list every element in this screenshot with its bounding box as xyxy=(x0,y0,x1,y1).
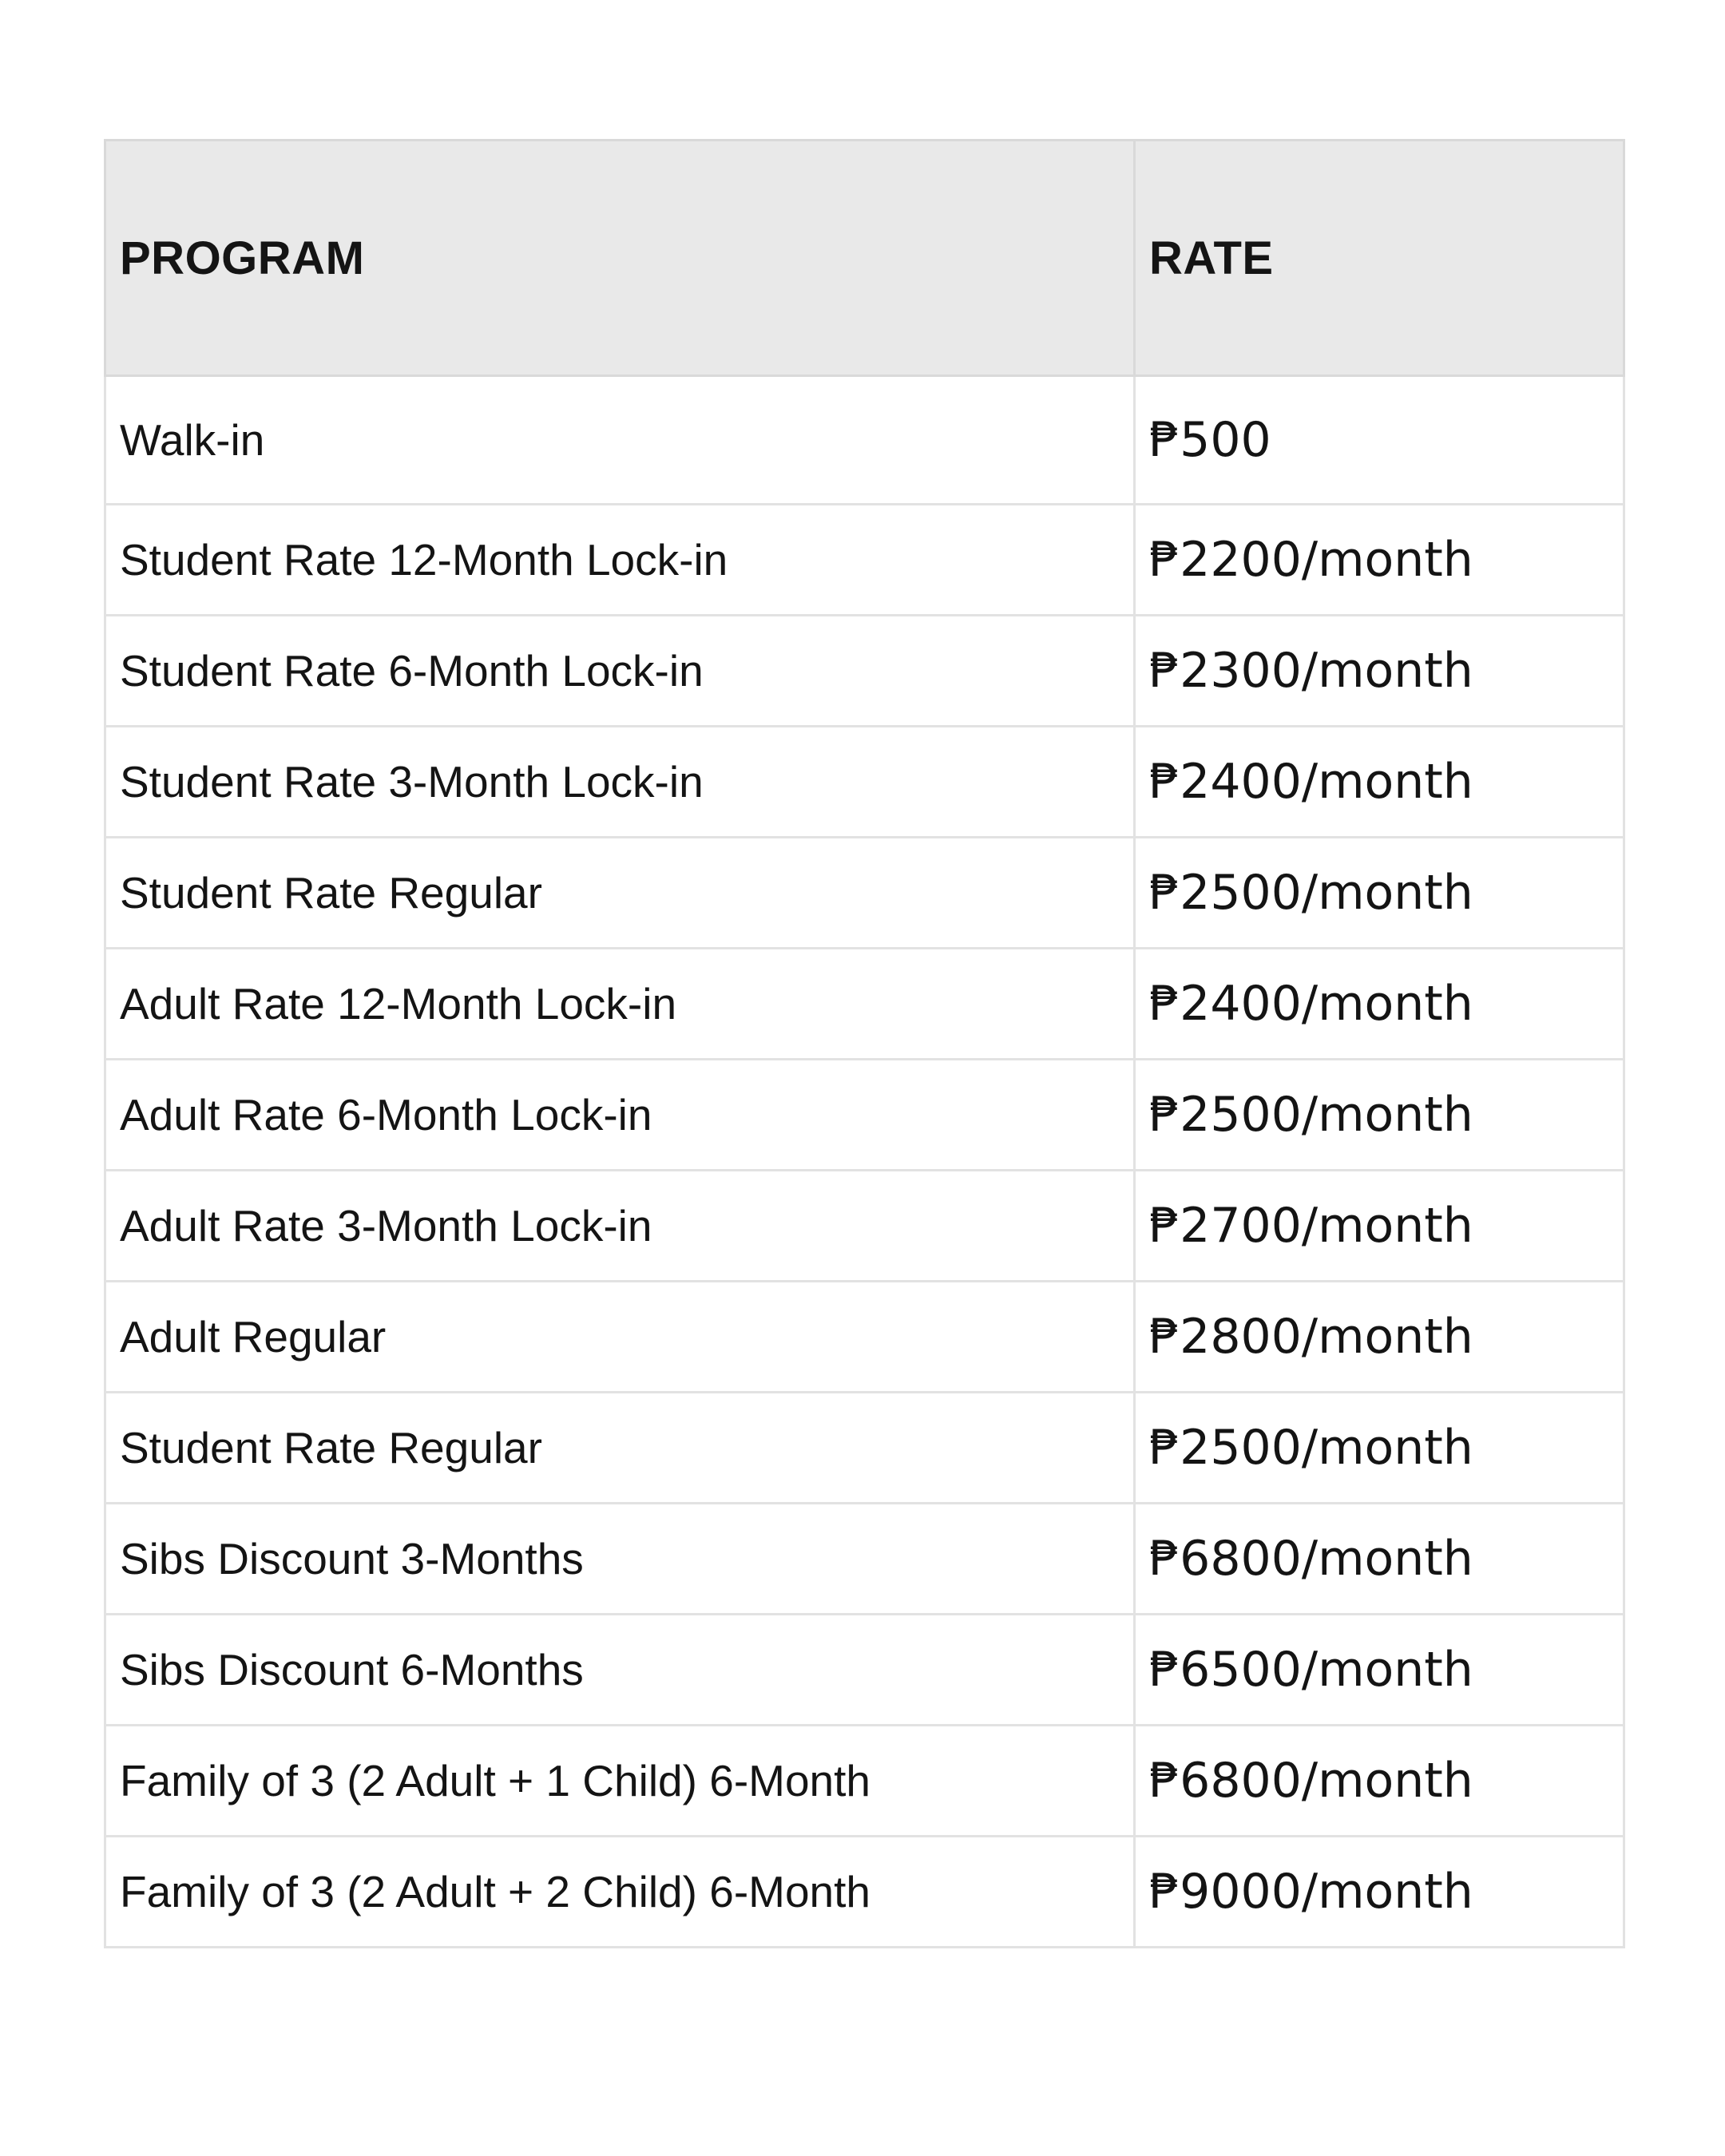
program-cell: Sibs Discount 3-Months xyxy=(105,1504,1135,1615)
table-row xyxy=(105,616,1624,727)
table-row xyxy=(105,1615,1624,1726)
rate-cell: ₱6500/month xyxy=(1135,1615,1624,1726)
program-cell: Student Rate 3-Month Lock-in xyxy=(105,727,1135,838)
program-cell: Student Rate Regular xyxy=(105,838,1135,949)
rate-cell: ₱2500/month xyxy=(1135,1060,1624,1171)
table-row xyxy=(105,1726,1624,1837)
program-cell: Student Rate Regular xyxy=(105,1393,1135,1504)
table-row xyxy=(105,505,1624,616)
program-cell: Adult Rate 6-Month Lock-in xyxy=(105,1060,1135,1171)
rate-cell: ₱2400/month xyxy=(1135,949,1624,1060)
table-row xyxy=(105,376,1624,505)
table-row xyxy=(105,1837,1624,1948)
program-cell: Family of 3 (2 Adult + 2 Child) 6-Month xyxy=(105,1837,1135,1948)
table-row xyxy=(105,1504,1624,1615)
rate-cell: ₱6800/month xyxy=(1135,1726,1624,1837)
rate-cell: ₱2700/month xyxy=(1135,1171,1624,1282)
table-row xyxy=(105,838,1624,949)
rate-cell: ₱500 xyxy=(1135,376,1624,505)
program-cell: Adult Rate 3-Month Lock-in xyxy=(105,1171,1135,1282)
program-cell: Student Rate 6-Month Lock-in xyxy=(105,616,1135,727)
program-cell: Adult Rate 12-Month Lock-in xyxy=(105,949,1135,1060)
table-row xyxy=(105,1282,1624,1393)
column-header-program: PROGRAM xyxy=(105,141,1135,376)
table-row xyxy=(105,1393,1624,1504)
rate-cell: ₱2800/month xyxy=(1135,1282,1624,1393)
rate-cell: ₱9000/month xyxy=(1135,1837,1624,1948)
rate-cell: ₱2500/month xyxy=(1135,1393,1624,1504)
rate-cell: ₱2300/month xyxy=(1135,616,1624,727)
rate-cell: ₱2200/month xyxy=(1135,505,1624,616)
header-row xyxy=(105,141,1624,376)
pricing-table xyxy=(104,139,1625,1948)
table-row xyxy=(105,727,1624,838)
program-cell: Sibs Discount 6-Months xyxy=(105,1615,1135,1726)
pricing-table-container xyxy=(104,139,1623,1948)
table-row xyxy=(105,1060,1624,1171)
program-cell: Family of 3 (2 Adult + 1 Child) 6-Month xyxy=(105,1726,1135,1837)
program-cell: Adult Regular xyxy=(105,1282,1135,1393)
column-header-rate: RATE xyxy=(1135,141,1624,376)
program-cell: Walk-in xyxy=(105,376,1135,505)
table-row xyxy=(105,949,1624,1060)
table-row xyxy=(105,1171,1624,1282)
rate-cell: ₱2500/month xyxy=(1135,838,1624,949)
rate-cell: ₱6800/month xyxy=(1135,1504,1624,1615)
program-cell: Student Rate 12-Month Lock-in xyxy=(105,505,1135,616)
rate-cell: ₱2400/month xyxy=(1135,727,1624,838)
